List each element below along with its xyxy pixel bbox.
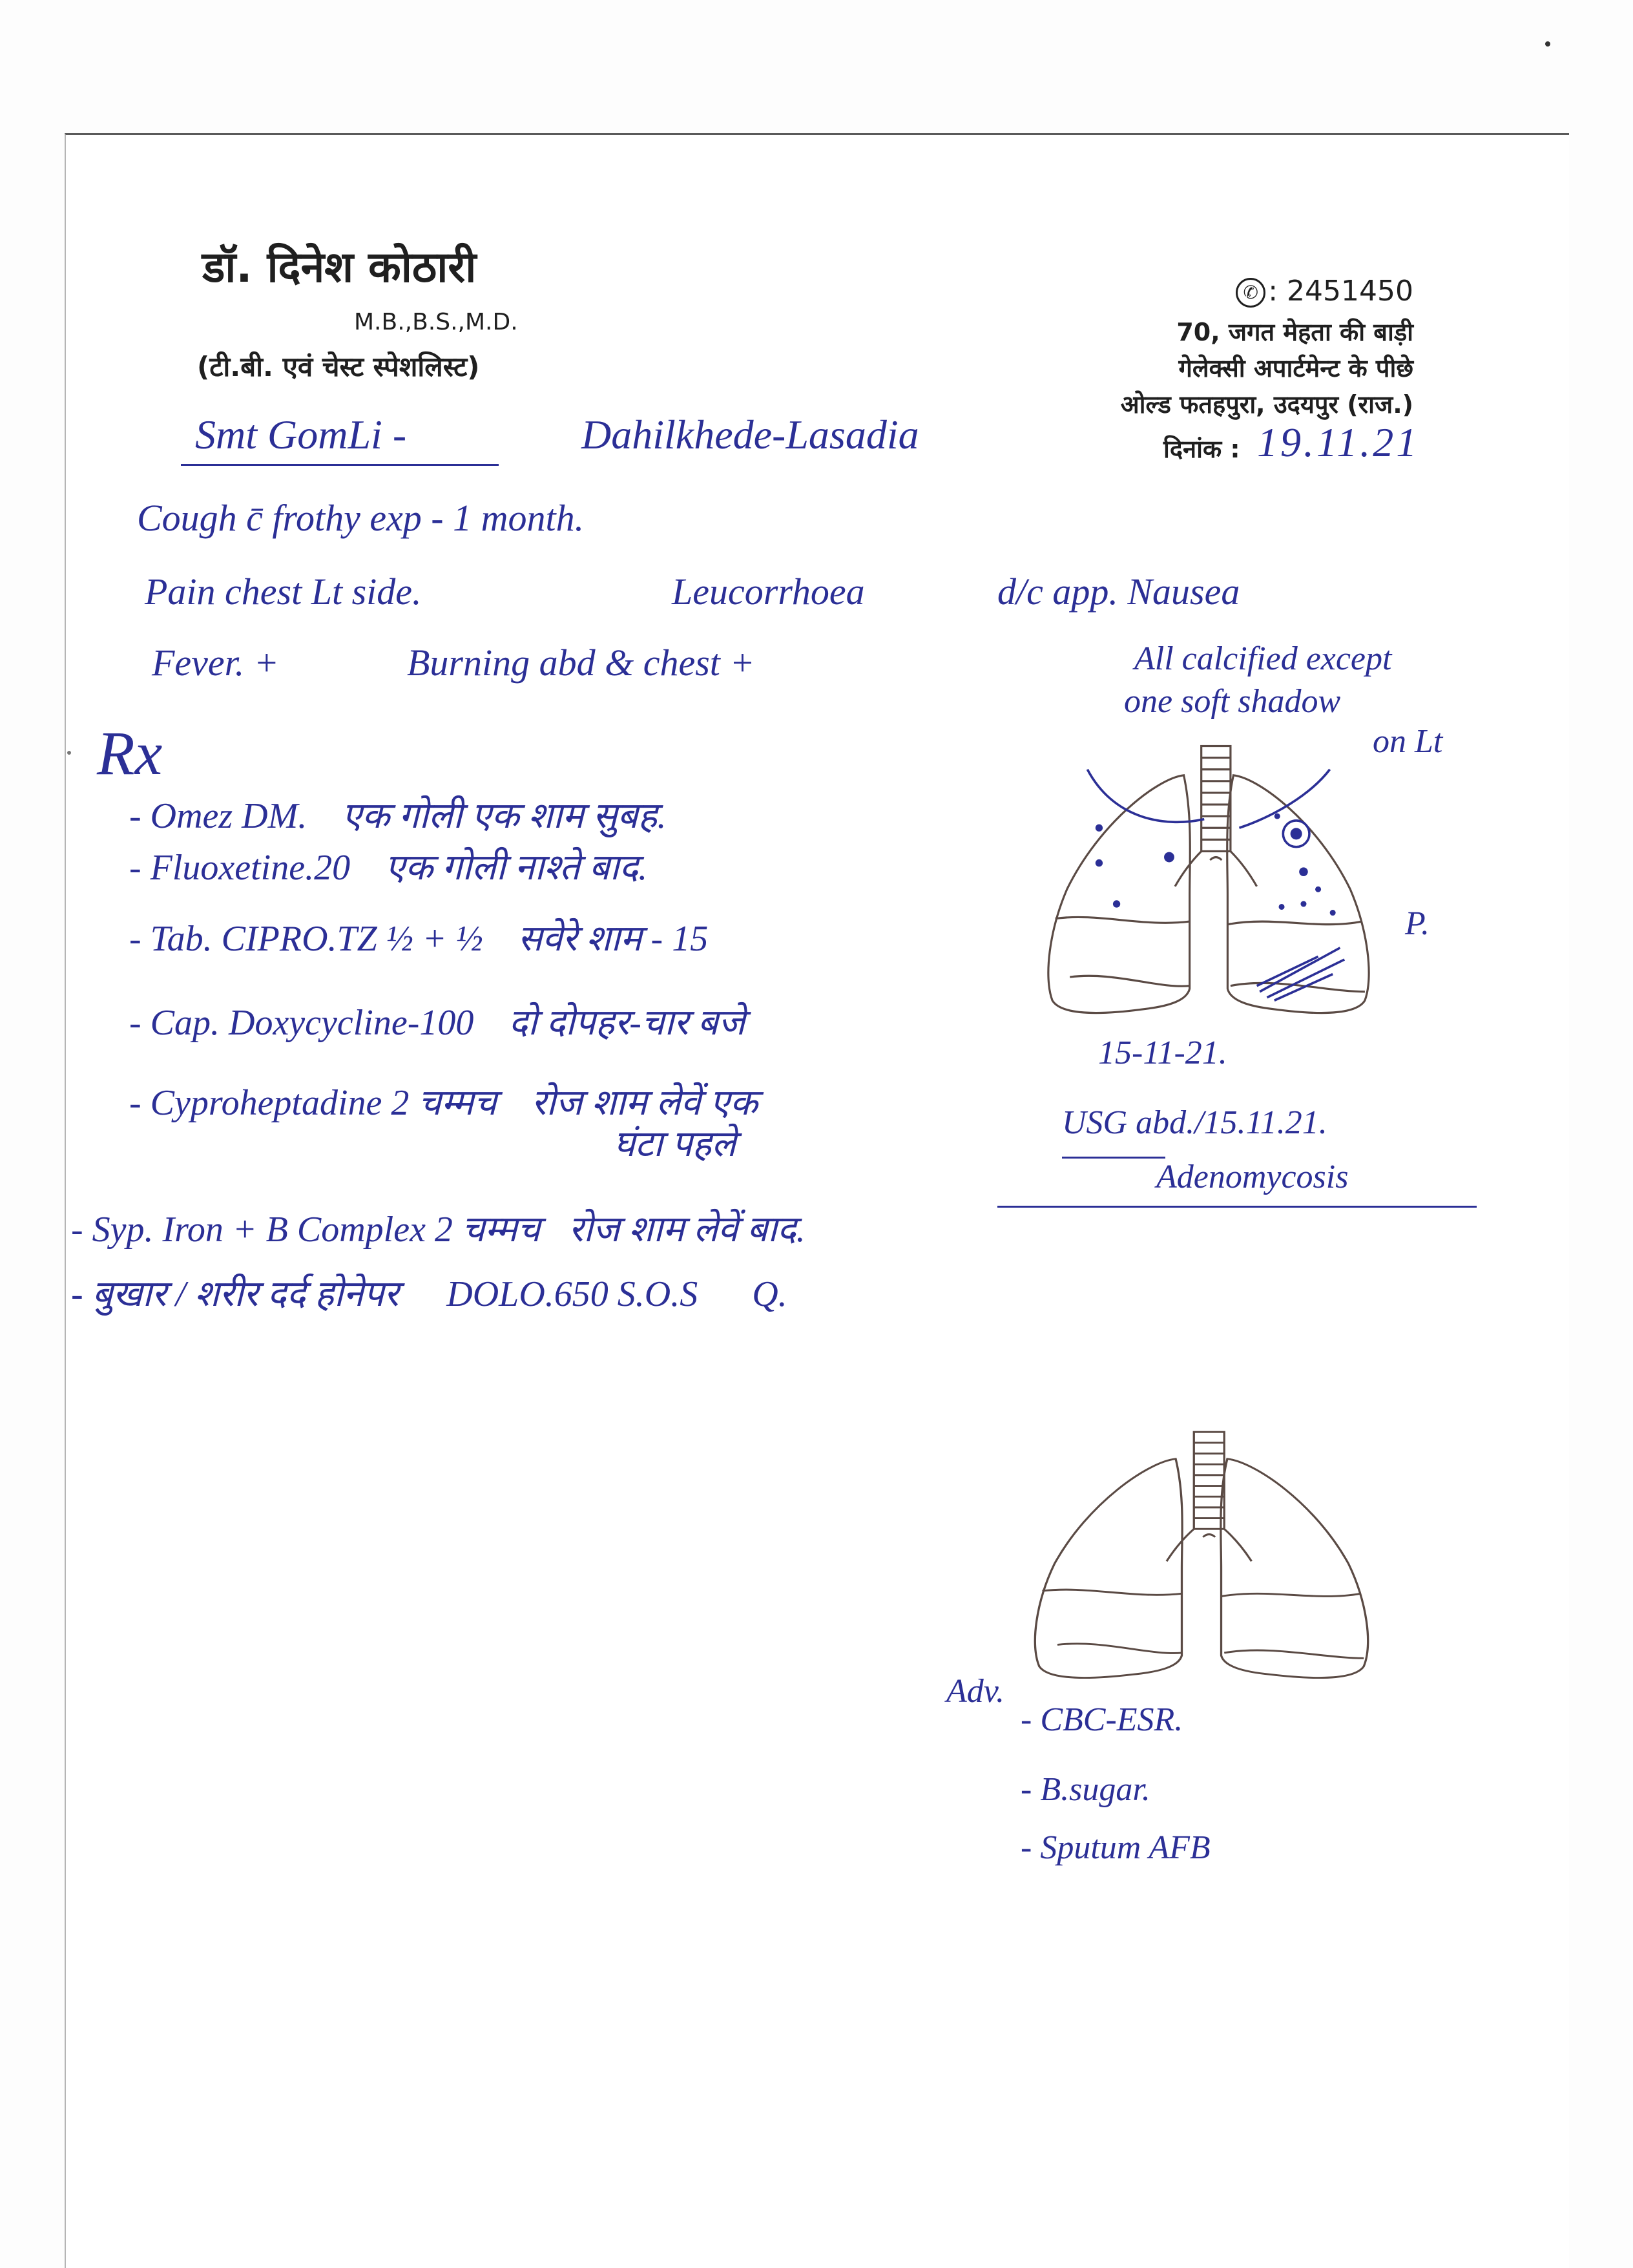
patient-place: Dahilkhede-Lasadia	[581, 412, 919, 457]
doctor-name: डॉ. दिनेश कोठारी	[202, 242, 477, 292]
section-divider	[997, 1206, 1477, 1208]
address-line: 70, जगत मेहता की बाड़ी	[1176, 318, 1413, 346]
left-lung-fissure	[1056, 917, 1190, 986]
xray-note-line: one soft shadow	[1124, 683, 1341, 720]
advice-item: - B.sugar.	[1021, 1771, 1150, 1808]
rx-drug: - Tab. CIPRO.TZ ½ + ½	[129, 919, 483, 959]
complaint-appetite: d/c app. Nausea	[997, 571, 1240, 613]
lesion-dot	[1330, 910, 1336, 916]
rx-line	[129, 841, 647, 890]
date-label: दिनांक :	[1163, 435, 1240, 463]
trachea-outline	[1201, 746, 1231, 852]
ink-dot	[67, 751, 71, 755]
right-lung-fissure	[1222, 1593, 1364, 1658]
lesion-dot	[1113, 900, 1120, 907]
rx-instruction: एक गोली नाश्ते बाद.	[385, 848, 648, 888]
lesion-dot	[1164, 852, 1174, 863]
rx-drug: - Cap. Doxycycline-100	[129, 1003, 474, 1043]
rx-line	[71, 1268, 787, 1317]
xray-note-line: on Lt	[1373, 723, 1443, 760]
usg-date: USG abd./15.11.21.	[1062, 1104, 1327, 1141]
rx-drug: - Syp. Iron + B Complex 2 चम्मच	[71, 1210, 541, 1250]
lesion-dot	[1096, 859, 1103, 866]
xray-date: 15-11-21.	[1098, 1034, 1227, 1071]
complaint-burning: Burning abd & chest +	[407, 642, 755, 684]
doctor-degrees: M.B.,B.S.,M.D.	[354, 309, 518, 335]
rx-continuation: घंटा पहले	[614, 1124, 736, 1164]
rx-drug: - Cyproheptadine 2 चम्मच	[129, 1083, 497, 1123]
lesion-dot	[1300, 901, 1306, 907]
address-line: गेलेक्सी अपार्टमेन्ट के पीछे	[1178, 354, 1413, 383]
rx-instruction: रोज शाम लेवें एक	[531, 1083, 758, 1123]
lesion-dot	[1315, 887, 1321, 892]
bronchi	[1175, 851, 1257, 886]
complaint-pain: Pain chest Lt side.	[145, 571, 422, 613]
left-lung-fissure	[1042, 1590, 1181, 1653]
right-lung-fissure	[1227, 921, 1365, 992]
lesion-dot	[1299, 867, 1308, 876]
usg-finding: Adenomycosis	[1156, 1159, 1349, 1195]
trachea-outline	[1194, 1432, 1224, 1529]
right-lung-outline	[1221, 1459, 1368, 1678]
bronchi	[1167, 1529, 1251, 1561]
rx-symbol: Rx	[97, 719, 163, 788]
patient-name: Smt GomLi -	[195, 412, 407, 457]
soft-shadow-core	[1291, 828, 1302, 839]
date-value: 19.11.21	[1257, 419, 1420, 465]
patient-underline	[181, 464, 499, 466]
lung-diagram-annotated	[1041, 743, 1377, 1021]
address-line: ओल्ड फतहपुरा, उदयपुर (राज.)	[1120, 390, 1413, 419]
rx-drug: - Fluoxetine.20	[129, 848, 351, 888]
complaint-leucorrhoea: Leucorrhoea	[672, 571, 865, 613]
rx-instruction: एक गोली एक शाम सुबह.	[342, 796, 667, 836]
lung-diagram-blank	[1027, 1429, 1376, 1685]
advice-label: Adv.	[946, 1673, 1004, 1710]
advice-item: - Sputum AFB	[1021, 1829, 1211, 1866]
annotation-arc	[1239, 770, 1329, 828]
ink-dot	[1545, 41, 1550, 47]
rx-line	[129, 790, 666, 839]
rx-instruction: सवेरे शाम - 15	[517, 919, 709, 959]
usg-underline	[1062, 1157, 1165, 1159]
doctor-specialty: (टी.बी. एवं चेस्ट स्पेशलिस्ट)	[197, 351, 480, 383]
right-lung-outline	[1227, 775, 1369, 1013]
advice-item: - CBC-ESR.	[1021, 1701, 1183, 1738]
trachea-rings	[1194, 1443, 1224, 1518]
trachea	[1194, 1432, 1224, 1529]
clinic-contact	[1121, 269, 1413, 423]
rx-line	[129, 912, 708, 961]
rx-instruction: रोज शाम लेवें बाद.	[568, 1210, 806, 1250]
infiltrate-scribble	[1257, 948, 1345, 1000]
rx-extra: Q.	[752, 1274, 787, 1314]
phone-line	[1121, 269, 1413, 314]
trachea-rings	[1201, 758, 1231, 840]
lesion-dot	[1274, 814, 1280, 819]
phone-number: : 2451450	[1268, 275, 1413, 308]
rx-instruction: DOLO.650 S.O.S	[446, 1274, 698, 1314]
complaint-fever: Fever. +	[152, 642, 279, 684]
rx-line	[71, 1203, 806, 1252]
rx-drug: - बुखार / शरीर दर्द होनेपर	[71, 1274, 399, 1314]
rx-drug: - Omez DM.	[129, 796, 307, 836]
lung-side-label: P.	[1405, 905, 1430, 942]
lesion-dot	[1096, 824, 1103, 832]
xray-note-line: All calcified except	[1134, 640, 1392, 677]
phone-icon	[1236, 278, 1265, 308]
complaint-cough: Cough c̄ frothy exp - 1 month.	[137, 497, 585, 539]
lesion-dot	[1279, 904, 1285, 910]
trachea	[1201, 746, 1231, 852]
rx-line	[129, 996, 745, 1045]
rx-instruction: दो दोपहर-चार बजे	[508, 1003, 745, 1043]
